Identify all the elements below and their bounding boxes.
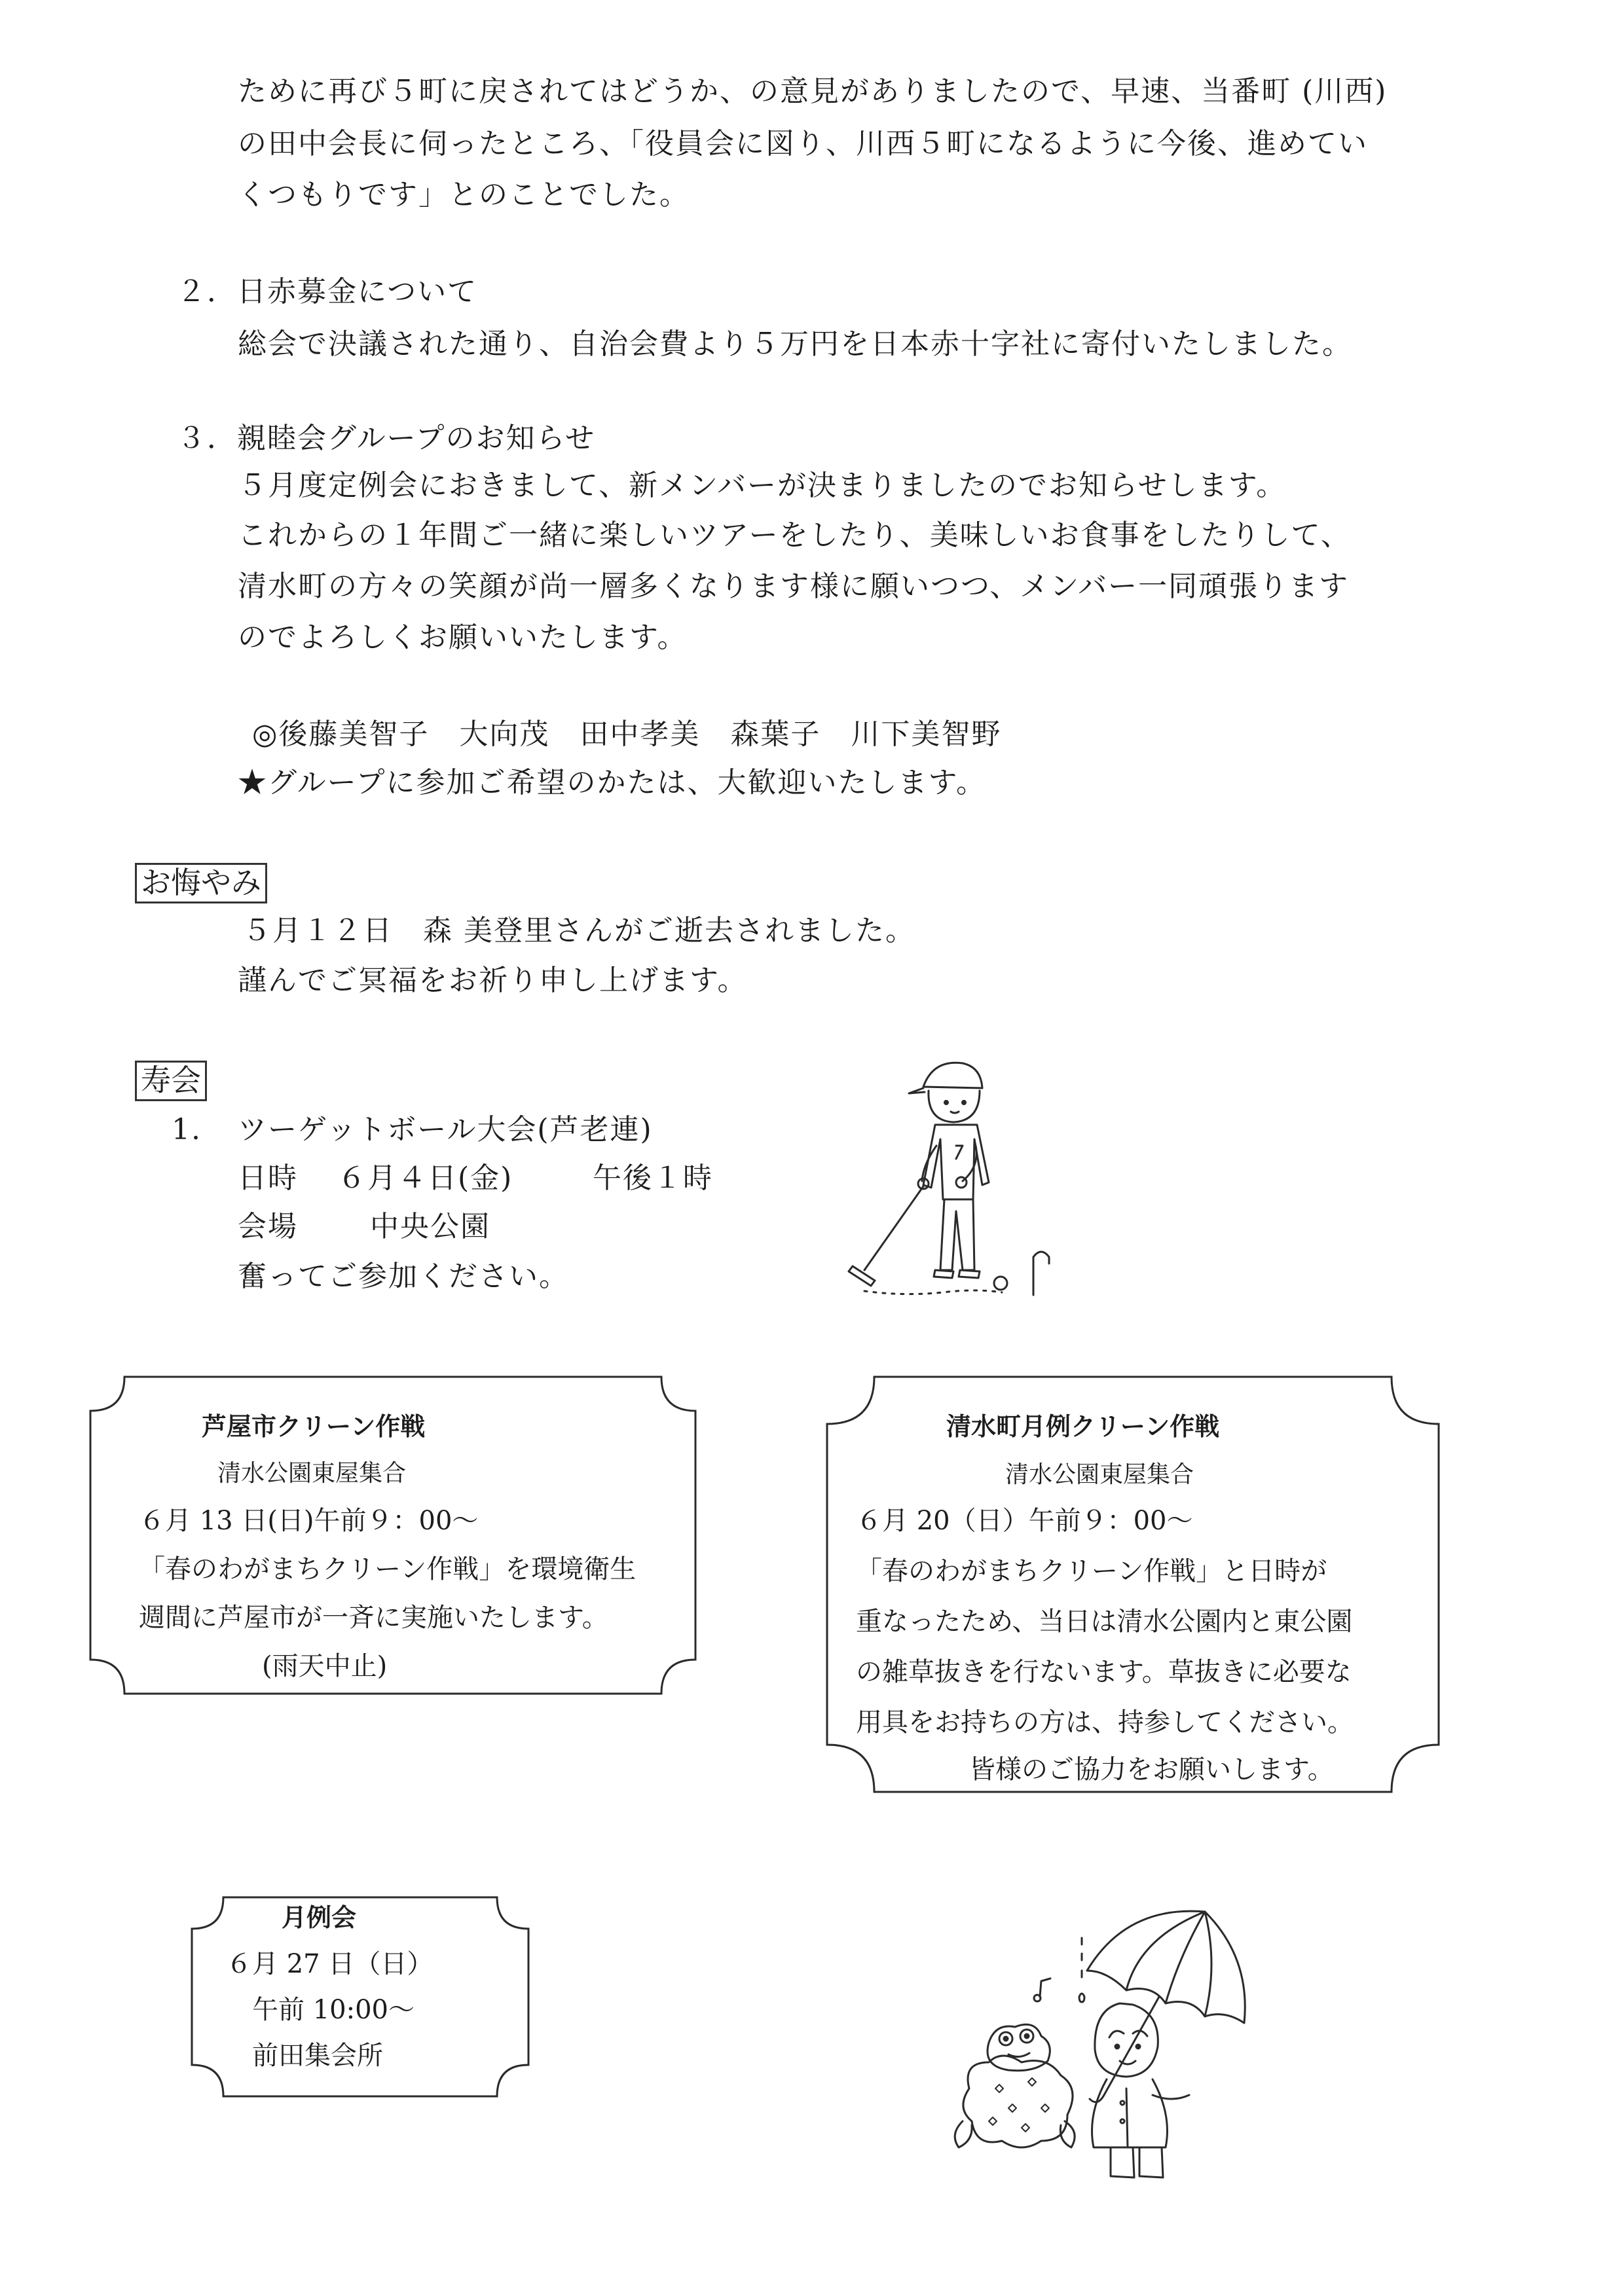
kotobuki-item-number: 1. (172, 1113, 202, 1146)
kotobuki-venue-value: 中央公園 (370, 1210, 490, 1243)
ashiya-clean-place: 清水公園東屋集合 (217, 1460, 407, 1487)
monthly-meeting-title: 月例会 (282, 1903, 357, 1932)
ashiya-clean-title: 芦屋市クリーン作戦 (202, 1412, 426, 1441)
kotobuki-call: 奮ってご参加ください。 (238, 1260, 569, 1293)
condolence-line-1: ５月１２日 森 美登里さんがご逝去されました。 (242, 914, 915, 947)
condolence-title: お悔やみ (135, 863, 267, 903)
shimizu-clean-datetime: ６月 20（日）午前９：00～ (856, 1506, 1193, 1536)
item2-body: 総会で決議された通り、自治会費より５万円を日本赤十字社に寄付いたしました。 (238, 327, 1352, 361)
gateball-player-icon (825, 1048, 1061, 1309)
shimizu-clean-notice (822, 1372, 1444, 1797)
shimizu-clean-body-4: 用具をお持ちの方は、持参してください。 (856, 1707, 1354, 1738)
monthly-meeting-time: 午前 10:00～ (252, 1995, 415, 2025)
intro-line-1: ために再び５町に戻されてはどうか、の意見がありましたので、早速、当番町 (川西) (238, 75, 1388, 108)
kotobuki-title: 寿会 (135, 1061, 207, 1101)
intro-line-3: くつもりです」とのことでした。 (238, 178, 690, 211)
item2-heading: ２．日赤募金について (177, 275, 478, 308)
monthly-meeting-date: ６月 27 日（日） (226, 1949, 434, 1979)
shimizu-clean-body-3: の雑草抜きを行ないます。草抜きに必要な (856, 1657, 1352, 1687)
ashiya-clean-body-2: 週間に芦屋市が一斉に実施いたします。 (139, 1603, 608, 1633)
group-invite: ★グループに参加ご希望のかたは、大歓迎いたします。 (238, 766, 986, 799)
kotobuki-event: ツーゲットボール大会(芦老連) (238, 1113, 653, 1146)
child-umbrella-icon (943, 1899, 1257, 2187)
item3-line-3: 清水町の方々の笑顔が尚一層多くなります様に願いつつ、メンバー一同頑張ります (238, 570, 1350, 603)
group-members: ◎後藤美智子 大向茂 田中孝美 森葉子 川下美智野 (252, 718, 1002, 751)
kotobuki-time-value: 午後１時 (593, 1161, 713, 1195)
monthly-meeting-place: 前田集会所 (252, 2041, 383, 2071)
shimizu-clean-body-1: 「春のわがまちクリーン作戦」と日時が (856, 1556, 1327, 1586)
item3-line-2: これからの１年間ご一緒に楽しいツアーをしたり、美味しいお食事をしたりして、 (238, 519, 1351, 552)
ashiya-clean-note: (雨天中止) (262, 1651, 388, 1681)
monthly-meeting-notice (187, 1892, 534, 2102)
intro-line-2: の田中会長に伺ったところ、「役員会に図り、川西５町になるように今後、進めてい (238, 127, 1368, 160)
item3-line-4: のでよろしくお願いいたします。 (238, 621, 688, 654)
ashiya-clean-datetime: ６月 13 日(日)午前９：00～ (139, 1506, 479, 1536)
kotobuki-venue-label: 会場 (238, 1210, 298, 1243)
item3-heading: ３．親睦会グループのお知らせ (177, 422, 596, 455)
shimizu-clean-closing: 皆様のご協力をお願いします。 (969, 1755, 1334, 1785)
kotobuki-date-value: ６月４日(金) (337, 1161, 513, 1195)
item3-line-1: ５月度定例会におきまして、新メンバーが決まりましたのでお知らせします。 (238, 469, 1287, 502)
ashiya-clean-body-1: 「春のわがまちクリーン作戦」を環境衛生 (139, 1554, 637, 1584)
ashiya-clean-notice (85, 1372, 701, 1699)
shimizu-clean-body-2: 重なったため、当日は清水公園内と東公園 (856, 1607, 1353, 1637)
shimizu-clean-title: 清水町月例クリーン作戦 (946, 1412, 1220, 1441)
shimizu-clean-place: 清水公園東屋集合 (1005, 1461, 1194, 1488)
kotobuki-date-label: 日時 (238, 1161, 298, 1195)
condolence-line-2: 謹んでご冥福をお祈り申し上げます。 (238, 964, 748, 997)
